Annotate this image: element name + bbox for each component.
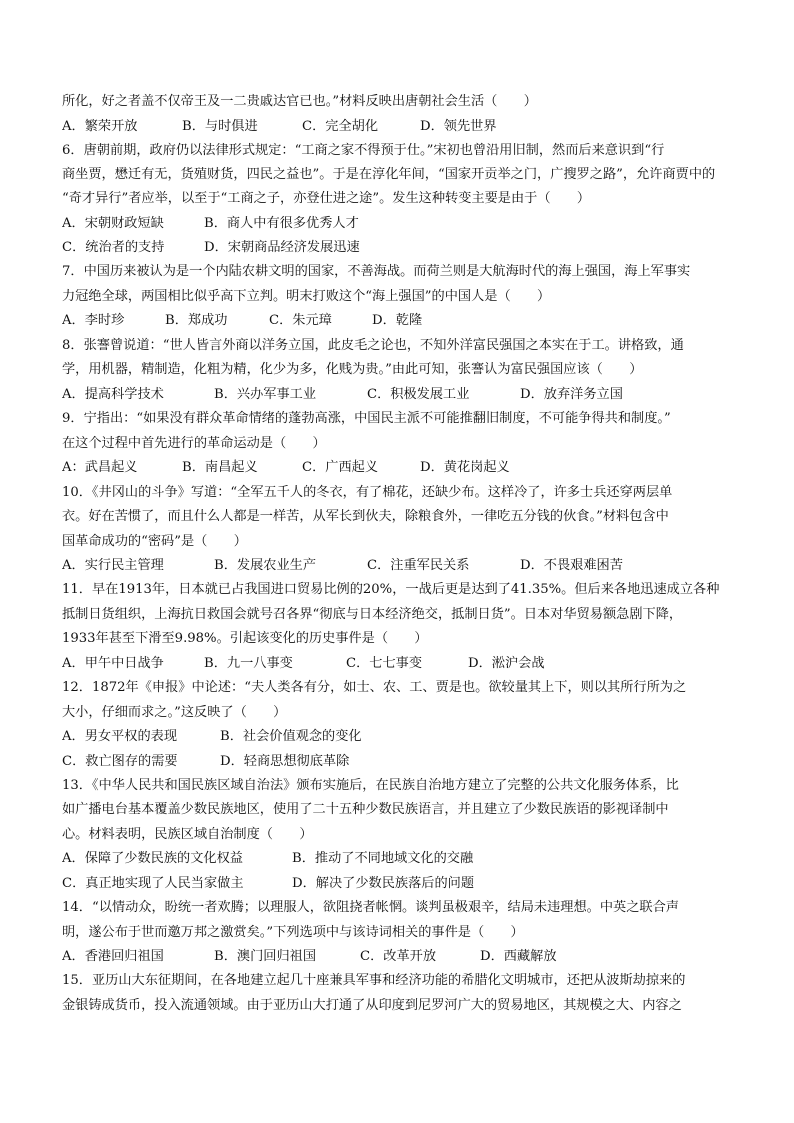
q5-options <box>62 117 742 137</box>
option-c: C．广西起义 <box>302 460 379 475</box>
q14-stem-line: 明，遂公布于世而邀万邦之激赏矣。”下列选项中与该诗词相关的事件是（ ） <box>62 925 524 940</box>
q6-options-row2 <box>62 238 742 258</box>
option-c: C．朱元璋 <box>269 313 332 328</box>
option-b: B．九一八事变 <box>204 656 293 671</box>
option-c: C．七七事变 <box>346 656 423 671</box>
option-c: C．积极发展工业 <box>367 387 470 402</box>
q12-options-row1 <box>62 727 742 747</box>
q13-options-row2 <box>62 874 742 894</box>
option-a: A．实行民主管理 <box>62 558 164 573</box>
option-d: D．黄花岗起义 <box>420 460 510 475</box>
q7-options <box>62 311 742 331</box>
q12-stem-line: 12．1872年《申报》中论述：“夫人类各有分，如士、农、工、贾是也。欲较量其上下，则以其所行所为之 <box>62 680 687 695</box>
q10-stem-line: 衣。好在苦惯了，而且什么人都是一样苦，从军长到伙夫，除粮食外，一律吃五分钱的伙食。”材料包含中 <box>62 509 669 524</box>
option-c: C．真正地实现了人民当家做主 <box>62 876 244 891</box>
q9-options <box>62 458 742 478</box>
option-d: D．轻商思想彻底革除 <box>220 754 350 769</box>
option-b: B．澳门回归祖国 <box>214 949 317 964</box>
q6-stem-line: 商坐贾，懋迁有无，货殖财货，四民之益也”。于是在淳化年间，“国家开贡举之门，广搜罗之路”，允许商贾中的 <box>62 167 716 182</box>
option-c: C．救亡图存的需要 <box>62 754 178 769</box>
option-c: C．统治者的支持 <box>62 240 165 255</box>
q8-stem-line: 学，用机器，精制造，化粗为精，化少为多，化贱为贵。”由此可知，张謇认为富民强国应该（ ） <box>62 362 643 377</box>
option-b: B．社会价值观念的变化 <box>220 729 362 744</box>
option-d: D．宋朝商品经济发展迅速 <box>204 240 360 255</box>
q13-options-row1 <box>62 849 742 869</box>
q11-stem-line: 1933年甚至下滑至9.98%。引起该变化的历史事件是（ ） <box>62 631 428 646</box>
option-a: A．香港回归祖国 <box>62 949 164 964</box>
option-b: B．郑成功 <box>165 313 228 328</box>
option-a: A．李时珍 <box>62 313 125 328</box>
q6-stem-line: 6．唐朝前期，政府仍以法律形式规定：“工商之家不得预于仕。”宋初也曾沿用旧制，然而后来意识到“行 <box>62 143 665 158</box>
q8-options <box>62 385 742 405</box>
option-a: A．甲午中日战争 <box>62 656 164 671</box>
option-d: D．不畏艰难困苦 <box>520 558 623 573</box>
option-b: B．发展农业生产 <box>214 558 317 573</box>
q12-stem-line: 大小，仔细而求之。”这反映了（ ） <box>62 705 287 720</box>
q10-options <box>62 556 742 576</box>
q9-stem-line: 9．宁指出：“如果没有群众革命情绪的蓬勃高涨，中国民主派不可能推翻旧制度，不可能争得共和制度。” <box>62 411 671 426</box>
option-b: B．兴办军事工业 <box>214 387 317 402</box>
option-c: C．注重军民关系 <box>367 558 470 573</box>
q10-stem-line: 国革命成功的“密码”是（ ） <box>62 534 247 549</box>
q7-stem-line: 力冠绝全球，两国相比似乎高下立判。明末打败这个“海上强国”的中国人是（ ） <box>62 289 551 304</box>
option-a: A．男女平权的表现 <box>62 729 178 744</box>
q7-stem-line: 7．中国历来被认为是一个内陆农耕文明的国家，不善海战。而荷兰则是大航海时代的海上强国，海上军事实 <box>62 264 691 279</box>
q5-stem-line: 所化，好之者盖不仅帝王及一二贵戚达官已也。”材料反映出唐朝社会生活（ ） <box>62 94 537 109</box>
option-d: D．西藏解放 <box>480 949 557 964</box>
option-d: D．解决了少数民族落后的问题 <box>292 876 475 891</box>
option-b: B．与时俱进 <box>182 119 258 134</box>
option-a: A．保障了少数民族的文化权益 <box>62 851 243 866</box>
q10-stem-line: 10．《井冈山的斗争》写道：“全军五千人的冬衣，有了棉花，还缺少布。这样冷了，许多士兵还穿两层单 <box>62 485 673 500</box>
option-b: B．南昌起义 <box>182 460 258 475</box>
option-d: D．淞沪会战 <box>468 656 545 671</box>
q9-stem-line: 在这个过程中首先进行的革命运动是（ ） <box>62 436 326 451</box>
q15-stem-line: 金银铸成货币，投入流通领域。由于亚历山大打通了从印度到尼罗河广大的贸易地区，其规模之大、内容之 <box>62 998 682 1013</box>
q8-stem-line: 8．张謇曾说道：“世人皆言外商以洋务立国，此皮毛之论也，不知外洋富民强国之本实在于工。讲格致，通 <box>62 338 684 353</box>
option-a: A．提高科学技术 <box>62 387 164 402</box>
q15-stem-line: 15．亚历山大东征期间，在各地建立起几十座兼具军事和经济功能的希腊化文明城市，还把从波斯劫掠来的 <box>62 973 686 988</box>
q13-stem-line: 如广播电台基本覆盖少数民族地区，使用了二十五种少数民族语言，并且建立了少数民族语的影视译制中 <box>62 802 669 817</box>
option-c: C．改革开放 <box>360 949 437 964</box>
option-d: D．领先世界 <box>420 119 497 134</box>
q6-stem-line: “奇才异行”者应举，以至于“工商之子，亦登仕进之途”。发生这种转变主要是由于（ ） <box>62 191 591 206</box>
option-c: C．完全胡化 <box>302 119 379 134</box>
q12-options-row2 <box>62 752 742 772</box>
option-a: A．繁荣开放 <box>62 119 138 134</box>
q13-stem-line: 心。材料表明，民族区域自治制度（ ） <box>62 827 313 842</box>
option-d: D．放弃洋务立国 <box>520 387 623 402</box>
q11-options <box>62 654 742 674</box>
option-a: A：武昌起义 <box>62 460 138 475</box>
option-d: D．乾隆 <box>372 313 423 328</box>
q14-options <box>62 947 742 967</box>
option-a: A．宋朝财政短缺 <box>62 216 164 231</box>
option-b: B．推动了不同地域文化的交融 <box>292 851 474 866</box>
option-b: B．商人中有很多优秀人才 <box>204 216 359 231</box>
q11-stem-line: 抵制日货组织，上海抗日救国会就号召各界“彻底与日本经济绝交，抵制日货”。日本对华贸易额急剧下降， <box>62 607 683 622</box>
q13-stem-line: 13．《中华人民共和国民族区域自治法》颁布实施后，在民族自治地方建立了完整的公共文化服务体系，比 <box>62 778 679 793</box>
q6-options-row1 <box>62 214 742 234</box>
q11-stem-line: 11．早在1913年，日本就已占我国进口贸易比例的20%，一战后更是达到了41.35%。但后来各地迅速成立各种 <box>62 582 720 597</box>
q14-stem-line: 14．“以情动众，盼统一者欢腾；以理服人，欲阻挠者帐惘。谈判虽极艰辛，结局未违理想。中英之联合声 <box>62 900 679 915</box>
